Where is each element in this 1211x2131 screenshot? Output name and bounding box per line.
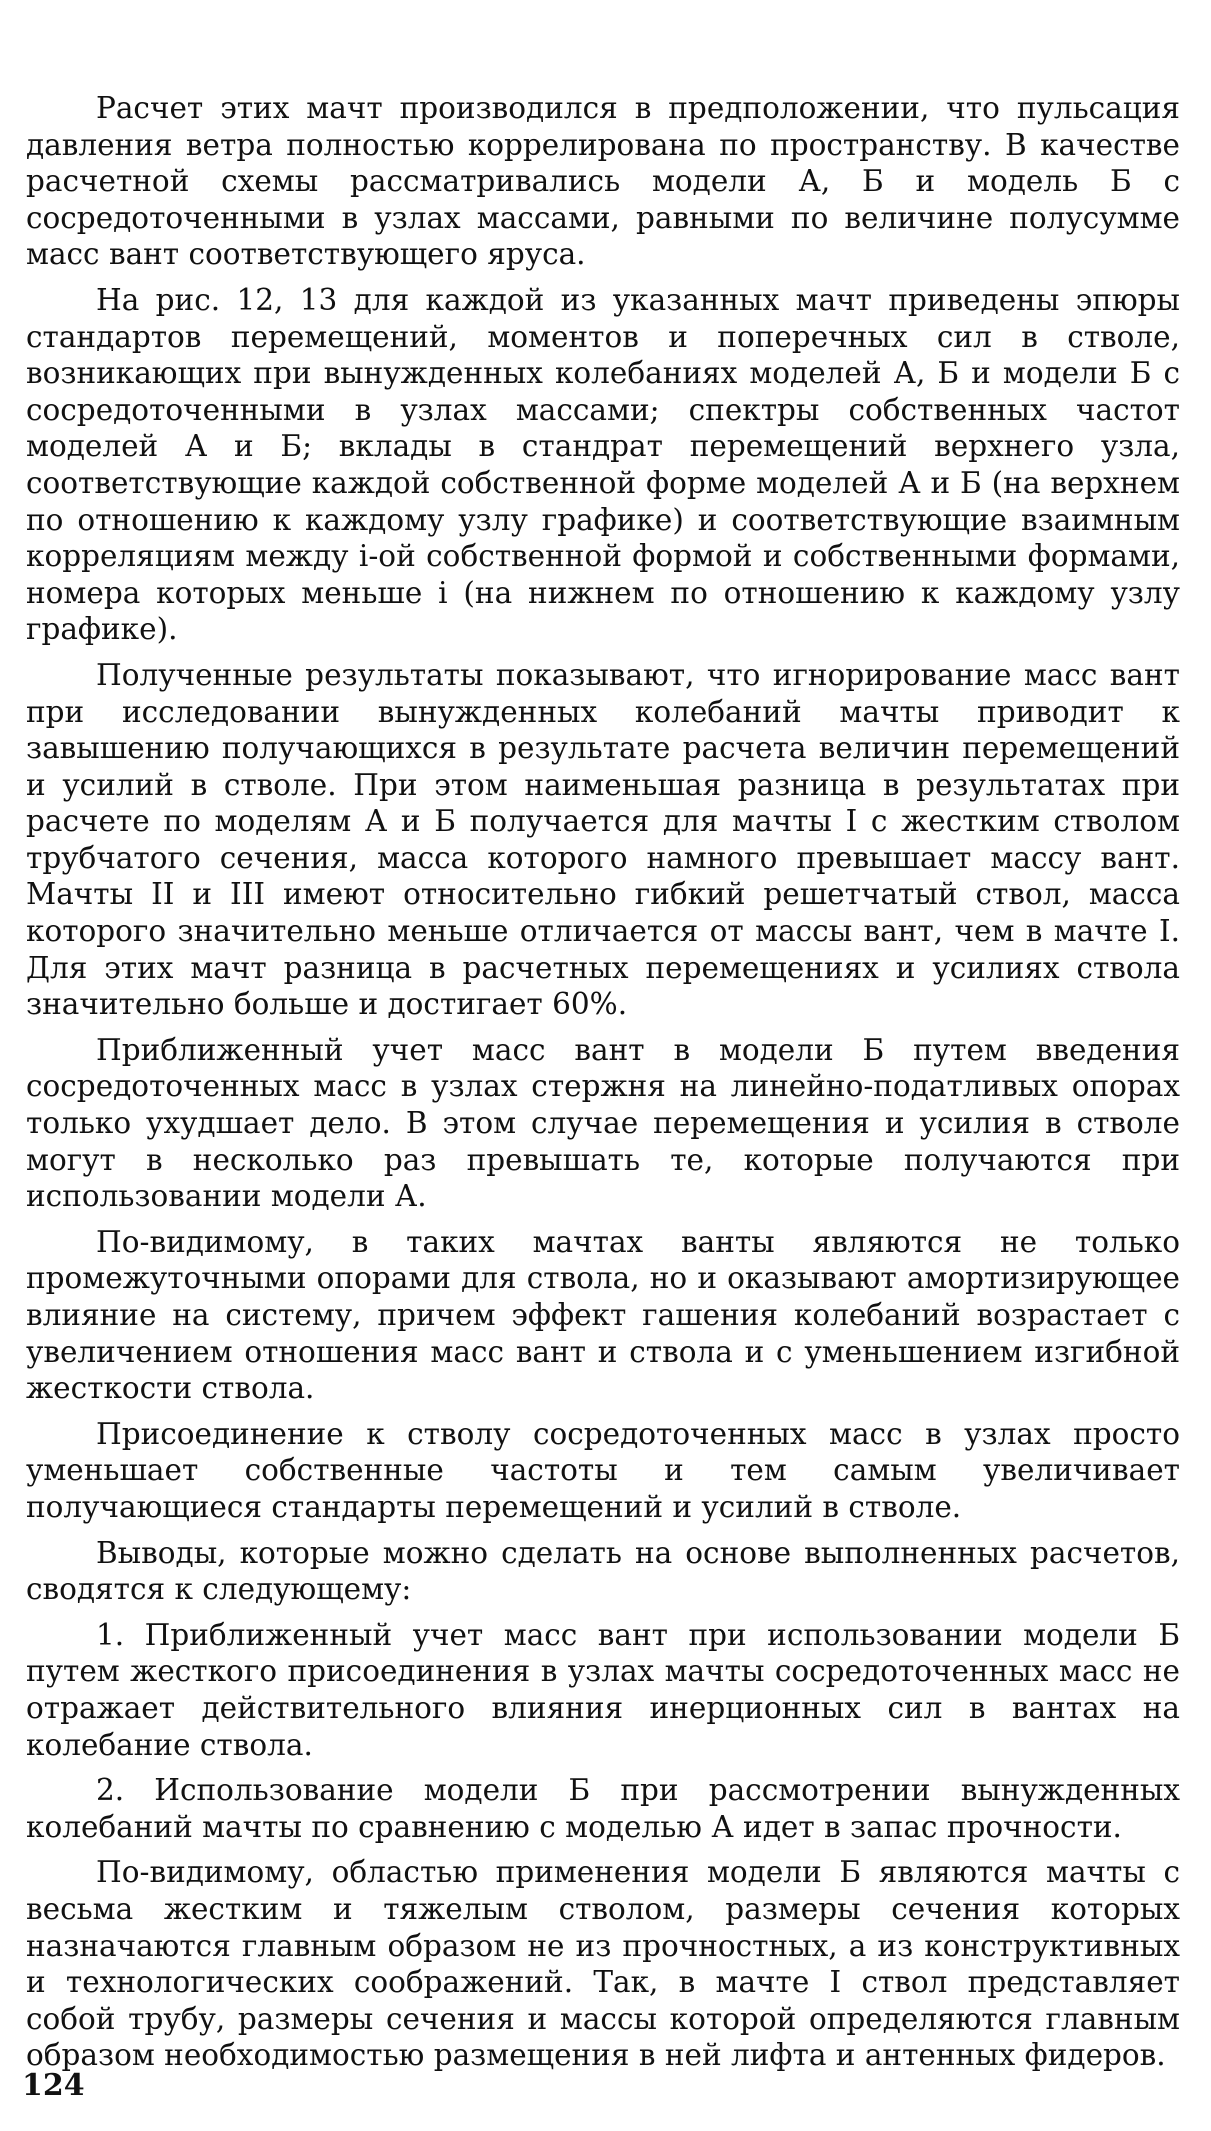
conclusion-item-1: 1. Приближенный учет масс вант при использовании модели Б путем жесткого присоединения в узлах мачты сосредоточенных масс не отражает действительного влияния инерционных сил в вантах на колебание ствола. (26, 1617, 1180, 1762)
conclusion-item-2: 2. Использование модели Б при рассмотрении вынужденных колебаний мачты по сравнению с моделью А идет в запас прочности. (26, 1773, 1180, 1844)
paragraph-final: По-видимому, областью применения модели Б являются мачты с весьма жестким и тяжелым стволом, размеры сечения которых назначаются главным образом не из прочностных, а из конструктивных и технологических соображений. Так, в мачте I ствол представляет собой трубу, размеры сечения и массы которой определяются главным образом необходимостью размещения в ней лифта и антенных фидеров. (26, 1855, 1180, 2073)
paragraph-3: Полученные результаты показывают, что игнорирование масс вант при исследовании вынужденных колебаний мачты приводит к завышению получающихся в результате расчета величин перемещений и усилий в стволе. При этом наименьшая разница в результатах при расчете по моделям А и Б получается для мачты I с жестким стволом трубчатого сечения, масса которого намного превышает массу вант. Мачты II и III имеют относительно гибкий решетчатый ствол, масса которого значительно меньше отличается от массы вант, чем в мачте I. Для этих мачт разница в расчетных перемещениях и усилиях ствола значительно больше и достигает 60%. (26, 657, 1180, 1022)
paragraph-6: Присоединение к стволу сосредоточенных масс в узлах просто уменьшает собственные частоты и тем самым увеличивает получающиеся стандарты перемещений и усилий в стволе. (26, 1416, 1180, 1524)
paragraph-5: По-видимому, в таких мачтах ванты являются не только промежуточными опорами для ствола, но и оказывают амортизирующее влияние на систему, причем эффект гашения колебаний возрастает с увеличением отношения масс вант и ствола и с уменьшением изгибной жесткости ствола. (26, 1224, 1180, 1406)
paragraph-1: Расчет этих мачт производился в предположении, что пульсация давления ветра полностью коррелирована по пространству. В качестве расчетной схемы рассматривались модели А, Б и модель Б с сосредоточенными в узлах массами, равными по величине полусумме масс вант соответствующего яруса. (26, 91, 1180, 272)
paragraph-7: Выводы, которые можно сделать на основе выполненных расчетов, сводятся к следующему: (26, 1535, 1180, 1607)
page-body (26, 90, 1180, 2074)
paragraph-4: Приближенный учет масс вант в модели Б путем введения сосредоточенных масс в узлах стержня на линейно-податливых опорах только ухудшает дело. В этом случае перемещения и усилия в стволе могут в несколько раз превышать те, которые получаются при использовании модели А. (26, 1032, 1180, 1214)
paragraph-2: На рис. 12, 13 для каждой из указанных мачт приведены эпюры стандартов перемещений, моментов и поперечных сил в стволе, возникающих при вынужденных колебаниях моделей А, Б и модели Б с сосредоточенными в узлах массами; спектры собственных частот моделей А и Б; вклады в стандрат перемещений верхнего узла, соответствующие каждой собственной форме моделей А и Б (на верхнем по отношению к каждому узлу графике) и соответствующие взаимным корреляциям между i-ой собственной формой и собственными формами, номера которых меньше i (на нижнем по отношению к каждому узлу графике). (26, 282, 1180, 647)
page-number: 124 (22, 2068, 85, 2103)
